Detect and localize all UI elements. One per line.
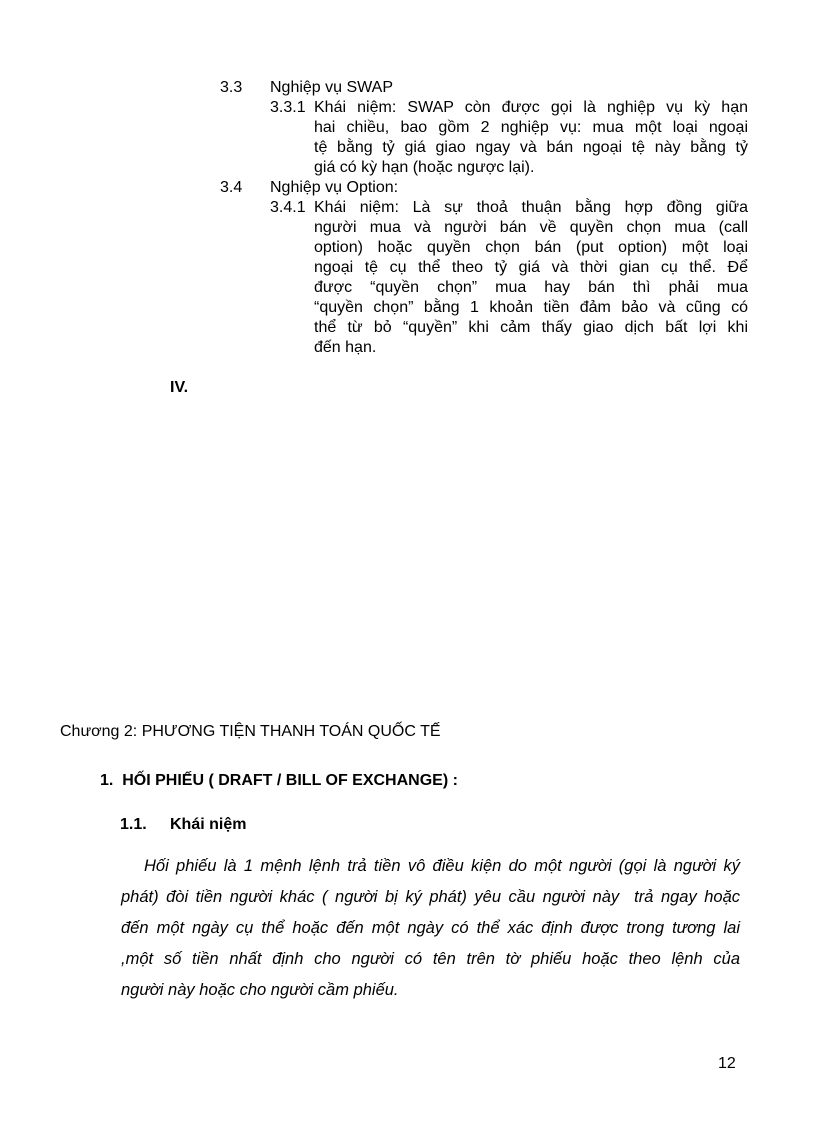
section-3-4-1-number: 3.4.1 xyxy=(270,199,306,216)
section-3-3-number: 3.3 xyxy=(220,79,243,96)
section-3-3-1-line: Khái niệm: SWAP còn được gọi là nghiệp vụ kỳ hạn xyxy=(314,99,748,116)
section-3-3-1-line: tệ bằng tỷ giá giao ngay và bán ngoại tệ này bằng tỷ xyxy=(314,139,748,156)
section-3-3-title: Nghiệp vụ SWAP xyxy=(270,79,394,96)
section-3-3-1-line: hai chiều, bao gồm 2 nghiệp vụ: mua một loại ngoại xyxy=(314,119,748,136)
section-3-4-title: Nghiệp vụ Option: xyxy=(270,179,399,196)
section-3-4-1-line: “quyền chọn” bằng 1 khoản tiền đảm bảo và cũng có xyxy=(314,299,748,316)
heading-1-1-number: 1.1. xyxy=(120,816,147,833)
roman-heading-iv: IV. xyxy=(170,379,189,396)
section-3-4-1-line: Khái niệm: Là sự thoả thuận bằng hợp đồng giữa xyxy=(314,199,748,216)
heading-hoi-phieu: 1. HỐI PHIẾU ( DRAFT / BILL OF EXCHANGE) : xyxy=(100,772,458,789)
definition-line: người này hoặc cho người cầm phiếu. xyxy=(121,981,399,999)
section-3-3-1-line: giá có kỳ hạn (hoặc ngược lại). xyxy=(314,159,535,176)
page-number: 12 xyxy=(718,1055,736,1072)
chapter-title: Chương 2: PHƯƠNG TIỆN THANH TOÁN QUỐC TẾ xyxy=(60,723,441,740)
section-3-4-1-line: ngoại tệ cụ thể theo tỷ giá và thời gian cụ thể. Để xyxy=(314,259,748,276)
section-3-4-number: 3.4 xyxy=(220,179,243,196)
section-3-4-1-line: được “quyền chọn” mua hay bán thì phải mua xyxy=(314,279,748,296)
definition-line: phát) đòi tiền người khác ( người bị ký phát) yêu cầu người này trả ngay hoặc xyxy=(121,888,740,906)
section-3-3-1-number: 3.3.1 xyxy=(270,99,306,116)
definition-line: ,một số tiền nhất định cho người có tên trên tờ phiếu hoặc theo lệnh của xyxy=(121,950,740,968)
section-3-4-1-line: đến hạn. xyxy=(314,339,377,356)
section-3-4-1-line: thể từ bỏ “quyền” khi cảm thấy giao dịch bất lợi khi xyxy=(314,319,748,336)
definition-line: Hối phiếu là 1 mệnh lệnh trả tiền vô điều kiện do một người (gọi là người ký xyxy=(144,857,740,875)
section-3-4-1-line: người mua và người bán về quyền chọn mua (call xyxy=(314,219,748,236)
section-3-4-1-line: option) hoặc quyền chọn bán (put option) một loại xyxy=(314,239,748,256)
definition-line: đến một ngày cụ thể hoặc đến một ngày có thể xác định được trong tương lai xyxy=(121,919,740,937)
heading-1-1-title: Khái niệm xyxy=(170,816,247,833)
